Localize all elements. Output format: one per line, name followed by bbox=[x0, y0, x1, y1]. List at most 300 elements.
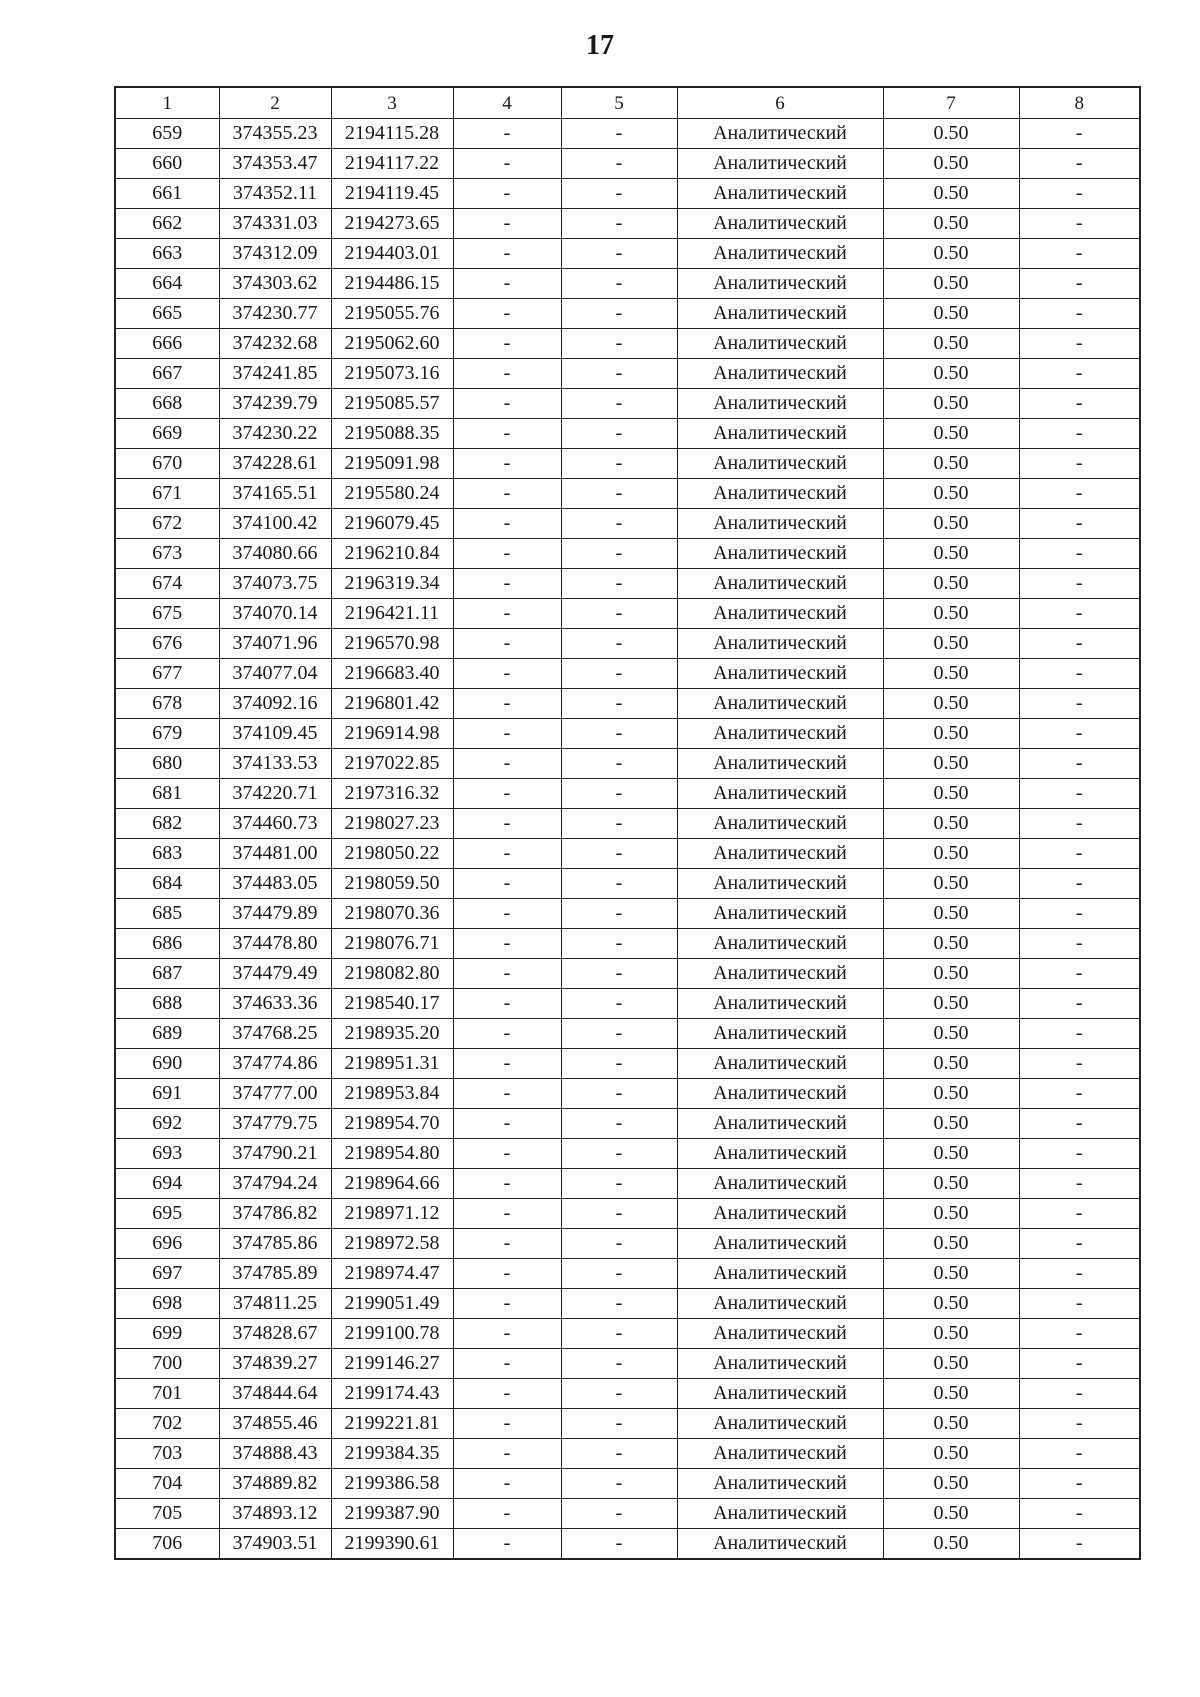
cell-col-4: - bbox=[453, 1079, 561, 1109]
cell-point-number: 700 bbox=[115, 1349, 219, 1379]
table-row bbox=[115, 1229, 1140, 1259]
cell-col-5: - bbox=[561, 719, 677, 749]
cell-col-8: - bbox=[1019, 899, 1140, 929]
cell-col-4: - bbox=[453, 869, 561, 899]
cell-point-number: 662 bbox=[115, 209, 219, 239]
cell-col-8: - bbox=[1019, 1379, 1140, 1409]
cell-col-5: - bbox=[561, 779, 677, 809]
cell-col-5: - bbox=[561, 629, 677, 659]
cell-coordinate-x: 374133.53 bbox=[219, 749, 331, 779]
table-row bbox=[115, 899, 1140, 929]
cell-point-number: 661 bbox=[115, 179, 219, 209]
cell-accuracy: 0.50 bbox=[883, 389, 1019, 419]
cell-col-4: - bbox=[453, 119, 561, 149]
table-row bbox=[115, 959, 1140, 989]
cell-method: Аналитический bbox=[677, 599, 883, 629]
cell-method: Аналитический bbox=[677, 1409, 883, 1439]
cell-col-4: - bbox=[453, 959, 561, 989]
cell-coordinate-y: 2194486.15 bbox=[331, 269, 453, 299]
cell-col-8: - bbox=[1019, 1439, 1140, 1469]
cell-accuracy: 0.50 bbox=[883, 209, 1019, 239]
cell-col-8: - bbox=[1019, 1319, 1140, 1349]
cell-coordinate-x: 374478.80 bbox=[219, 929, 331, 959]
table-row bbox=[115, 989, 1140, 1019]
table-row bbox=[115, 779, 1140, 809]
cell-coordinate-x: 374230.77 bbox=[219, 299, 331, 329]
cell-col-8: - bbox=[1019, 1169, 1140, 1199]
cell-coordinate-y: 2199221.81 bbox=[331, 1409, 453, 1439]
cell-method: Аналитический bbox=[677, 1229, 883, 1259]
table-row bbox=[115, 299, 1140, 329]
cell-coordinate-x: 374779.75 bbox=[219, 1109, 331, 1139]
cell-method: Аналитический bbox=[677, 1139, 883, 1169]
cell-col-8: - bbox=[1019, 629, 1140, 659]
table-row bbox=[115, 1199, 1140, 1229]
cell-accuracy: 0.50 bbox=[883, 929, 1019, 959]
cell-col-8: - bbox=[1019, 809, 1140, 839]
cell-accuracy: 0.50 bbox=[883, 359, 1019, 389]
table-body bbox=[115, 119, 1140, 1560]
table-row bbox=[115, 689, 1140, 719]
cell-coordinate-x: 374352.11 bbox=[219, 179, 331, 209]
cell-col-5: - bbox=[561, 509, 677, 539]
cell-col-4: - bbox=[453, 1229, 561, 1259]
cell-coordinate-y: 2195062.60 bbox=[331, 329, 453, 359]
cell-coordinate-x: 374785.89 bbox=[219, 1259, 331, 1289]
cell-col-8: - bbox=[1019, 1049, 1140, 1079]
cell-col-5: - bbox=[561, 1139, 677, 1169]
cell-col-4: - bbox=[453, 329, 561, 359]
cell-coordinate-x: 374794.24 bbox=[219, 1169, 331, 1199]
cell-col-8: - bbox=[1019, 1499, 1140, 1529]
cell-point-number: 691 bbox=[115, 1079, 219, 1109]
cell-col-8: - bbox=[1019, 989, 1140, 1019]
cell-coordinate-x: 374811.25 bbox=[219, 1289, 331, 1319]
cell-accuracy: 0.50 bbox=[883, 479, 1019, 509]
table-row bbox=[115, 1019, 1140, 1049]
cell-method: Аналитический bbox=[677, 209, 883, 239]
cell-coordinate-y: 2199051.49 bbox=[331, 1289, 453, 1319]
cell-coordinate-x: 374228.61 bbox=[219, 449, 331, 479]
cell-col-8: - bbox=[1019, 359, 1140, 389]
cell-point-number: 660 bbox=[115, 149, 219, 179]
cell-accuracy: 0.50 bbox=[883, 899, 1019, 929]
cell-col-5: - bbox=[561, 299, 677, 329]
cell-accuracy: 0.50 bbox=[883, 959, 1019, 989]
table-row bbox=[115, 509, 1140, 539]
cell-col-4: - bbox=[453, 929, 561, 959]
cell-coordinate-y: 2199387.90 bbox=[331, 1499, 453, 1529]
cell-col-8: - bbox=[1019, 179, 1140, 209]
cell-col-5: - bbox=[561, 689, 677, 719]
cell-method: Аналитический bbox=[677, 1109, 883, 1139]
cell-col-4: - bbox=[453, 899, 561, 929]
cell-col-5: - bbox=[561, 119, 677, 149]
cell-col-5: - bbox=[561, 929, 677, 959]
cell-accuracy: 0.50 bbox=[883, 329, 1019, 359]
table-row bbox=[115, 869, 1140, 899]
cell-coordinate-y: 2194117.22 bbox=[331, 149, 453, 179]
cell-col-5: - bbox=[561, 389, 677, 419]
cell-coordinate-x: 374077.04 bbox=[219, 659, 331, 689]
cell-coordinate-y: 2198935.20 bbox=[331, 1019, 453, 1049]
cell-coordinate-y: 2196570.98 bbox=[331, 629, 453, 659]
cell-col-8: - bbox=[1019, 1409, 1140, 1439]
cell-coordinate-x: 374479.89 bbox=[219, 899, 331, 929]
cell-method: Аналитический bbox=[677, 329, 883, 359]
cell-coordinate-y: 2198972.58 bbox=[331, 1229, 453, 1259]
cell-col-5: - bbox=[561, 269, 677, 299]
cell-col-5: - bbox=[561, 1289, 677, 1319]
cell-col-4: - bbox=[453, 179, 561, 209]
cell-coordinate-x: 374889.82 bbox=[219, 1469, 331, 1499]
table-row bbox=[115, 119, 1140, 149]
cell-coordinate-y: 2199384.35 bbox=[331, 1439, 453, 1469]
cell-point-number: 673 bbox=[115, 539, 219, 569]
cell-col-5: - bbox=[561, 1469, 677, 1499]
cell-col-4: - bbox=[453, 599, 561, 629]
table-row bbox=[115, 479, 1140, 509]
table-row bbox=[115, 719, 1140, 749]
cell-point-number: 672 bbox=[115, 509, 219, 539]
cell-point-number: 675 bbox=[115, 599, 219, 629]
cell-col-5: - bbox=[561, 1259, 677, 1289]
cell-point-number: 696 bbox=[115, 1229, 219, 1259]
cell-accuracy: 0.50 bbox=[883, 1319, 1019, 1349]
cell-col-4: - bbox=[453, 269, 561, 299]
cell-coordinate-y: 2198070.36 bbox=[331, 899, 453, 929]
cell-col-8: - bbox=[1019, 419, 1140, 449]
cell-col-8: - bbox=[1019, 329, 1140, 359]
cell-coordinate-y: 2198954.70 bbox=[331, 1109, 453, 1139]
cell-point-number: 684 bbox=[115, 869, 219, 899]
cell-coordinate-x: 374100.42 bbox=[219, 509, 331, 539]
cell-col-8: - bbox=[1019, 569, 1140, 599]
cell-accuracy: 0.50 bbox=[883, 659, 1019, 689]
cell-col-8: - bbox=[1019, 1019, 1140, 1049]
cell-accuracy: 0.50 bbox=[883, 629, 1019, 659]
cell-col-5: - bbox=[561, 959, 677, 989]
cell-method: Аналитический bbox=[677, 1169, 883, 1199]
cell-point-number: 698 bbox=[115, 1289, 219, 1319]
cell-point-number: 663 bbox=[115, 239, 219, 269]
cell-col-5: - bbox=[561, 899, 677, 929]
cell-point-number: 665 bbox=[115, 299, 219, 329]
cell-point-number: 688 bbox=[115, 989, 219, 1019]
cell-point-number: 694 bbox=[115, 1169, 219, 1199]
cell-col-5: - bbox=[561, 569, 677, 599]
cell-accuracy: 0.50 bbox=[883, 509, 1019, 539]
cell-col-4: - bbox=[453, 359, 561, 389]
cell-coordinate-x: 374768.25 bbox=[219, 1019, 331, 1049]
cell-coordinate-x: 374080.66 bbox=[219, 539, 331, 569]
cell-coordinate-y: 2197022.85 bbox=[331, 749, 453, 779]
column-header-5: 5 bbox=[561, 87, 677, 119]
cell-col-4: - bbox=[453, 569, 561, 599]
cell-col-5: - bbox=[561, 1379, 677, 1409]
cell-col-4: - bbox=[453, 1529, 561, 1560]
cell-col-8: - bbox=[1019, 749, 1140, 779]
cell-coordinate-x: 374355.23 bbox=[219, 119, 331, 149]
cell-method: Аналитический bbox=[677, 389, 883, 419]
cell-point-number: 692 bbox=[115, 1109, 219, 1139]
column-header-6: 6 bbox=[677, 87, 883, 119]
cell-coordinate-y: 2198951.31 bbox=[331, 1049, 453, 1079]
cell-col-4: - bbox=[453, 539, 561, 569]
table-row bbox=[115, 419, 1140, 449]
table-row bbox=[115, 389, 1140, 419]
cell-method: Аналитический bbox=[677, 869, 883, 899]
cell-method: Аналитический bbox=[677, 269, 883, 299]
cell-col-4: - bbox=[453, 389, 561, 419]
cell-col-8: - bbox=[1019, 599, 1140, 629]
cell-method: Аналитический bbox=[677, 779, 883, 809]
table-row bbox=[115, 1409, 1140, 1439]
cell-point-number: 664 bbox=[115, 269, 219, 299]
cell-col-4: - bbox=[453, 239, 561, 269]
table-row bbox=[115, 1259, 1140, 1289]
table-row bbox=[115, 449, 1140, 479]
cell-method: Аналитический bbox=[677, 359, 883, 389]
cell-col-5: - bbox=[561, 1349, 677, 1379]
cell-coordinate-y: 2196210.84 bbox=[331, 539, 453, 569]
cell-point-number: 690 bbox=[115, 1049, 219, 1079]
cell-coordinate-y: 2196421.11 bbox=[331, 599, 453, 629]
cell-coordinate-x: 374785.86 bbox=[219, 1229, 331, 1259]
cell-accuracy: 0.50 bbox=[883, 689, 1019, 719]
cell-col-4: - bbox=[453, 299, 561, 329]
cell-coordinate-x: 374165.51 bbox=[219, 479, 331, 509]
cell-method: Аналитический bbox=[677, 689, 883, 719]
cell-coordinate-y: 2195088.35 bbox=[331, 419, 453, 449]
cell-coordinate-y: 2198953.84 bbox=[331, 1079, 453, 1109]
cell-method: Аналитический bbox=[677, 1019, 883, 1049]
table-row bbox=[115, 1439, 1140, 1469]
cell-coordinate-x: 374241.85 bbox=[219, 359, 331, 389]
cell-method: Аналитический bbox=[677, 989, 883, 1019]
cell-coordinate-y: 2198964.66 bbox=[331, 1169, 453, 1199]
table-row bbox=[115, 1379, 1140, 1409]
cell-method: Аналитический bbox=[677, 449, 883, 479]
cell-accuracy: 0.50 bbox=[883, 1109, 1019, 1139]
cell-accuracy: 0.50 bbox=[883, 1499, 1019, 1529]
cell-col-5: - bbox=[561, 1439, 677, 1469]
cell-coordinate-y: 2196319.34 bbox=[331, 569, 453, 599]
column-header-1: 1 bbox=[115, 87, 219, 119]
cell-method: Аналитический bbox=[677, 479, 883, 509]
table-row bbox=[115, 929, 1140, 959]
cell-coordinate-y: 2198082.80 bbox=[331, 959, 453, 989]
column-header-3: 3 bbox=[331, 87, 453, 119]
cell-method: Аналитический bbox=[677, 899, 883, 929]
cell-col-8: - bbox=[1019, 389, 1140, 419]
cell-point-number: 681 bbox=[115, 779, 219, 809]
cell-point-number: 687 bbox=[115, 959, 219, 989]
cell-col-5: - bbox=[561, 419, 677, 449]
cell-coordinate-x: 374839.27 bbox=[219, 1349, 331, 1379]
table-row bbox=[115, 539, 1140, 569]
cell-coordinate-x: 374239.79 bbox=[219, 389, 331, 419]
cell-coordinate-x: 374855.46 bbox=[219, 1409, 331, 1439]
table-row bbox=[115, 569, 1140, 599]
cell-accuracy: 0.50 bbox=[883, 1079, 1019, 1109]
cell-col-4: - bbox=[453, 839, 561, 869]
cell-coordinate-y: 2198971.12 bbox=[331, 1199, 453, 1229]
table-row bbox=[115, 269, 1140, 299]
cell-method: Аналитический bbox=[677, 1289, 883, 1319]
cell-accuracy: 0.50 bbox=[883, 1349, 1019, 1379]
cell-method: Аналитический bbox=[677, 239, 883, 269]
cell-col-4: - bbox=[453, 1049, 561, 1079]
coordinates-table bbox=[114, 86, 1141, 1560]
cell-accuracy: 0.50 bbox=[883, 1169, 1019, 1199]
table-row bbox=[115, 1049, 1140, 1079]
cell-point-number: 706 bbox=[115, 1529, 219, 1560]
cell-coordinate-y: 2199174.43 bbox=[331, 1379, 453, 1409]
cell-method: Аналитический bbox=[677, 299, 883, 329]
cell-point-number: 671 bbox=[115, 479, 219, 509]
cell-accuracy: 0.50 bbox=[883, 239, 1019, 269]
cell-coordinate-y: 2194403.01 bbox=[331, 239, 453, 269]
table-row bbox=[115, 839, 1140, 869]
cell-col-4: - bbox=[453, 1349, 561, 1379]
cell-col-5: - bbox=[561, 239, 677, 269]
cell-point-number: 680 bbox=[115, 749, 219, 779]
column-header-2: 2 bbox=[219, 87, 331, 119]
cell-method: Аналитический bbox=[677, 839, 883, 869]
cell-col-5: - bbox=[561, 539, 677, 569]
cell-coordinate-y: 2199146.27 bbox=[331, 1349, 453, 1379]
cell-coordinate-x: 374460.73 bbox=[219, 809, 331, 839]
cell-point-number: 670 bbox=[115, 449, 219, 479]
table-row bbox=[115, 749, 1140, 779]
cell-col-4: - bbox=[453, 419, 561, 449]
cell-coordinate-y: 2197316.32 bbox=[331, 779, 453, 809]
table-row bbox=[115, 1169, 1140, 1199]
cell-accuracy: 0.50 bbox=[883, 1259, 1019, 1289]
cell-point-number: 689 bbox=[115, 1019, 219, 1049]
cell-method: Аналитический bbox=[677, 569, 883, 599]
table-row bbox=[115, 659, 1140, 689]
cell-col-4: - bbox=[453, 1379, 561, 1409]
cell-col-5: - bbox=[561, 1409, 677, 1439]
cell-col-4: - bbox=[453, 1199, 561, 1229]
cell-accuracy: 0.50 bbox=[883, 1139, 1019, 1169]
cell-accuracy: 0.50 bbox=[883, 1049, 1019, 1079]
cell-col-8: - bbox=[1019, 449, 1140, 479]
table-row bbox=[115, 179, 1140, 209]
cell-coordinate-x: 374479.49 bbox=[219, 959, 331, 989]
cell-method: Аналитический bbox=[677, 1319, 883, 1349]
cell-col-5: - bbox=[561, 1229, 677, 1259]
cell-coordinate-x: 374828.67 bbox=[219, 1319, 331, 1349]
cell-coordinate-x: 374331.03 bbox=[219, 209, 331, 239]
cell-accuracy: 0.50 bbox=[883, 449, 1019, 479]
cell-point-number: 703 bbox=[115, 1439, 219, 1469]
cell-coordinate-x: 374109.45 bbox=[219, 719, 331, 749]
cell-accuracy: 0.50 bbox=[883, 1019, 1019, 1049]
cell-coordinate-y: 2194273.65 bbox=[331, 209, 453, 239]
cell-point-number: 669 bbox=[115, 419, 219, 449]
cell-coordinate-y: 2196079.45 bbox=[331, 509, 453, 539]
cell-coordinate-y: 2194115.28 bbox=[331, 119, 453, 149]
cell-coordinate-x: 374220.71 bbox=[219, 779, 331, 809]
cell-coordinate-y: 2198540.17 bbox=[331, 989, 453, 1019]
cell-coordinate-x: 374312.09 bbox=[219, 239, 331, 269]
cell-point-number: 674 bbox=[115, 569, 219, 599]
table-row bbox=[115, 239, 1140, 269]
table-row bbox=[115, 1319, 1140, 1349]
cell-col-4: - bbox=[453, 509, 561, 539]
cell-col-8: - bbox=[1019, 1349, 1140, 1379]
cell-col-8: - bbox=[1019, 239, 1140, 269]
cell-accuracy: 0.50 bbox=[883, 149, 1019, 179]
cell-col-8: - bbox=[1019, 1109, 1140, 1139]
cell-accuracy: 0.50 bbox=[883, 119, 1019, 149]
table-row bbox=[115, 599, 1140, 629]
cell-col-5: - bbox=[561, 809, 677, 839]
cell-col-8: - bbox=[1019, 1079, 1140, 1109]
page-number: 17 bbox=[586, 30, 614, 61]
cell-col-8: - bbox=[1019, 509, 1140, 539]
cell-point-number: 676 bbox=[115, 629, 219, 659]
cell-coordinate-x: 374071.96 bbox=[219, 629, 331, 659]
cell-coordinate-y: 2195073.16 bbox=[331, 359, 453, 389]
cell-col-8: - bbox=[1019, 779, 1140, 809]
cell-method: Аналитический bbox=[677, 929, 883, 959]
cell-col-8: - bbox=[1019, 479, 1140, 509]
cell-coordinate-y: 2198954.80 bbox=[331, 1139, 453, 1169]
cell-col-5: - bbox=[561, 479, 677, 509]
cell-col-5: - bbox=[561, 1319, 677, 1349]
table-row bbox=[115, 809, 1140, 839]
cell-col-8: - bbox=[1019, 719, 1140, 749]
cell-col-4: - bbox=[453, 809, 561, 839]
cell-col-8: - bbox=[1019, 149, 1140, 179]
cell-col-4: - bbox=[453, 449, 561, 479]
column-header-4: 4 bbox=[453, 87, 561, 119]
cell-coordinate-x: 374790.21 bbox=[219, 1139, 331, 1169]
cell-method: Аналитический bbox=[677, 719, 883, 749]
cell-col-5: - bbox=[561, 599, 677, 629]
cell-accuracy: 0.50 bbox=[883, 299, 1019, 329]
cell-col-8: - bbox=[1019, 1289, 1140, 1319]
cell-method: Аналитический bbox=[677, 1079, 883, 1109]
cell-col-8: - bbox=[1019, 299, 1140, 329]
cell-accuracy: 0.50 bbox=[883, 269, 1019, 299]
table-row bbox=[115, 1469, 1140, 1499]
cell-method: Аналитический bbox=[677, 509, 883, 539]
cell-coordinate-x: 374844.64 bbox=[219, 1379, 331, 1409]
cell-method: Аналитический bbox=[677, 1439, 883, 1469]
cell-col-8: - bbox=[1019, 119, 1140, 149]
cell-col-8: - bbox=[1019, 839, 1140, 869]
table-row bbox=[115, 1499, 1140, 1529]
cell-col-4: - bbox=[453, 1139, 561, 1169]
cell-point-number: 686 bbox=[115, 929, 219, 959]
cell-coordinate-y: 2198027.23 bbox=[331, 809, 453, 839]
cell-point-number: 701 bbox=[115, 1379, 219, 1409]
cell-col-4: - bbox=[453, 689, 561, 719]
cell-accuracy: 0.50 bbox=[883, 1379, 1019, 1409]
cell-col-8: - bbox=[1019, 1529, 1140, 1560]
cell-col-8: - bbox=[1019, 1469, 1140, 1499]
cell-method: Аналитический bbox=[677, 1379, 883, 1409]
cell-method: Аналитический bbox=[677, 1499, 883, 1529]
cell-col-5: - bbox=[561, 209, 677, 239]
cell-point-number: 682 bbox=[115, 809, 219, 839]
table-row bbox=[115, 209, 1140, 239]
